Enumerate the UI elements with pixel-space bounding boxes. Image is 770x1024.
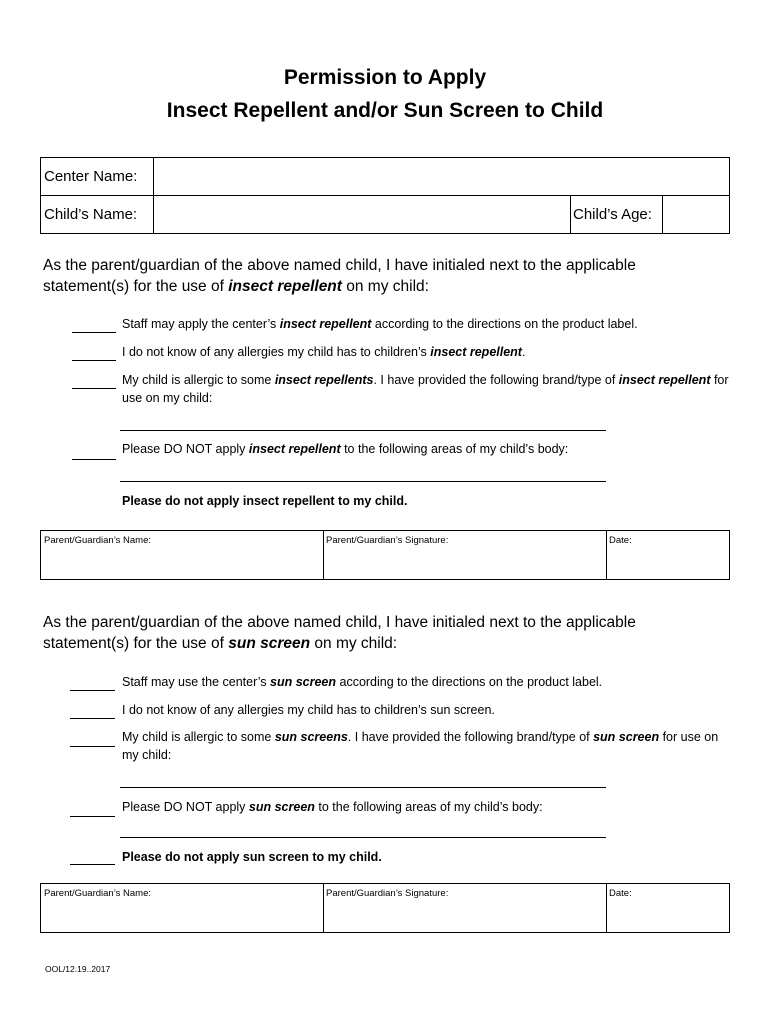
- insect-brand-line[interactable]: [120, 430, 606, 431]
- child-age-label: Child’s Age:: [573, 206, 652, 223]
- form-code: OOL/12.19..2017: [45, 964, 111, 974]
- insect-areas-line[interactable]: [120, 481, 606, 482]
- parent-signature-label: Parent/Guardian’s Signature:: [326, 888, 449, 899]
- child-name-field[interactable]: [155, 197, 567, 231]
- sun-brand-line[interactable]: [120, 787, 606, 788]
- parent-signature-field[interactable]: [325, 902, 604, 930]
- insect-signature-table: [40, 530, 730, 580]
- parent-name-label: Parent/Guardian’s Name:: [44, 535, 152, 546]
- parent-name-label: Parent/Guardian’s Name:: [44, 888, 152, 899]
- insect-statement-5: Please do not apply insect repellent to my child.: [122, 494, 408, 508]
- insect-statement-1: Staff may apply the center’s insect repellent according to the directions on the product label.: [122, 317, 638, 331]
- child-age-field[interactable]: [664, 197, 727, 231]
- sun-initial-blank-5[interactable]: [70, 864, 115, 865]
- page-subtitle: Insect Repellent and/or Sun Screen to Child: [166, 99, 604, 122]
- center-name-label: Center Name:: [44, 168, 138, 185]
- insect-statement-2: I do not know of any allergies my child has to children’s insect repellent.: [122, 345, 526, 359]
- sun-initial-blank-2[interactable]: [70, 718, 115, 719]
- insect-statement-4: Please DO NOT apply insect repellent to the following areas of my child’s body:: [122, 442, 569, 456]
- sun-statement-2: I do not know of any allergies my child has to children’s sun screen.: [122, 703, 495, 717]
- insect-intro: As the parent/guardian of the above named child, I have initialed next to the applicable statement(s) for the use of insect repellent on my child:: [43, 257, 636, 295]
- parent-signature-label: Parent/Guardian’s Signature:: [326, 535, 449, 546]
- sun-initial-blank-1[interactable]: [70, 690, 115, 691]
- sun-statement-5: Please do not apply sun screen to my child.: [122, 850, 382, 864]
- insect-initial-blank-2[interactable]: [72, 360, 116, 361]
- parent-name-field[interactable]: [43, 549, 321, 577]
- insect-statement-3: My child is allergic to some insect repellents. I have provided the following brand/type of insect repellent for use on my child:: [122, 373, 729, 405]
- sun-intro: As the parent/guardian of the above named child, I have initialed next to the applicable statement(s) for the use of sun screen on my child:: [43, 614, 636, 652]
- insect-initial-blank-1[interactable]: [72, 332, 116, 333]
- date-label: Date:: [609, 888, 632, 899]
- sun-statement-4: Please DO NOT apply sun screen to the following areas of my child’s body:: [122, 800, 543, 814]
- date-field[interactable]: [608, 549, 727, 577]
- sun-initial-blank-4[interactable]: [70, 816, 115, 817]
- insect-initial-blank-3[interactable]: [72, 388, 116, 389]
- child-name-label: Child’s Name:: [44, 206, 138, 223]
- parent-signature-field[interactable]: [325, 549, 604, 577]
- date-field[interactable]: [608, 902, 727, 930]
- insect-initial-blank-4[interactable]: [72, 459, 116, 460]
- date-label: Date:: [609, 535, 632, 546]
- sun-initial-blank-3[interactable]: [70, 746, 115, 747]
- sun-areas-line[interactable]: [120, 837, 606, 838]
- sun-signature-table: [40, 883, 730, 933]
- page-title: Permission to Apply: [283, 66, 487, 89]
- child-info-table: [40, 157, 730, 234]
- parent-name-field[interactable]: [43, 902, 321, 930]
- center-name-field[interactable]: [155, 160, 727, 193]
- sun-statement-3: My child is allergic to some sun screens. I have provided the following brand/type of sun screen for use on my child:: [122, 730, 719, 762]
- sun-statement-1: Staff may use the center’s sun screen according to the directions on the product label.: [122, 675, 603, 689]
